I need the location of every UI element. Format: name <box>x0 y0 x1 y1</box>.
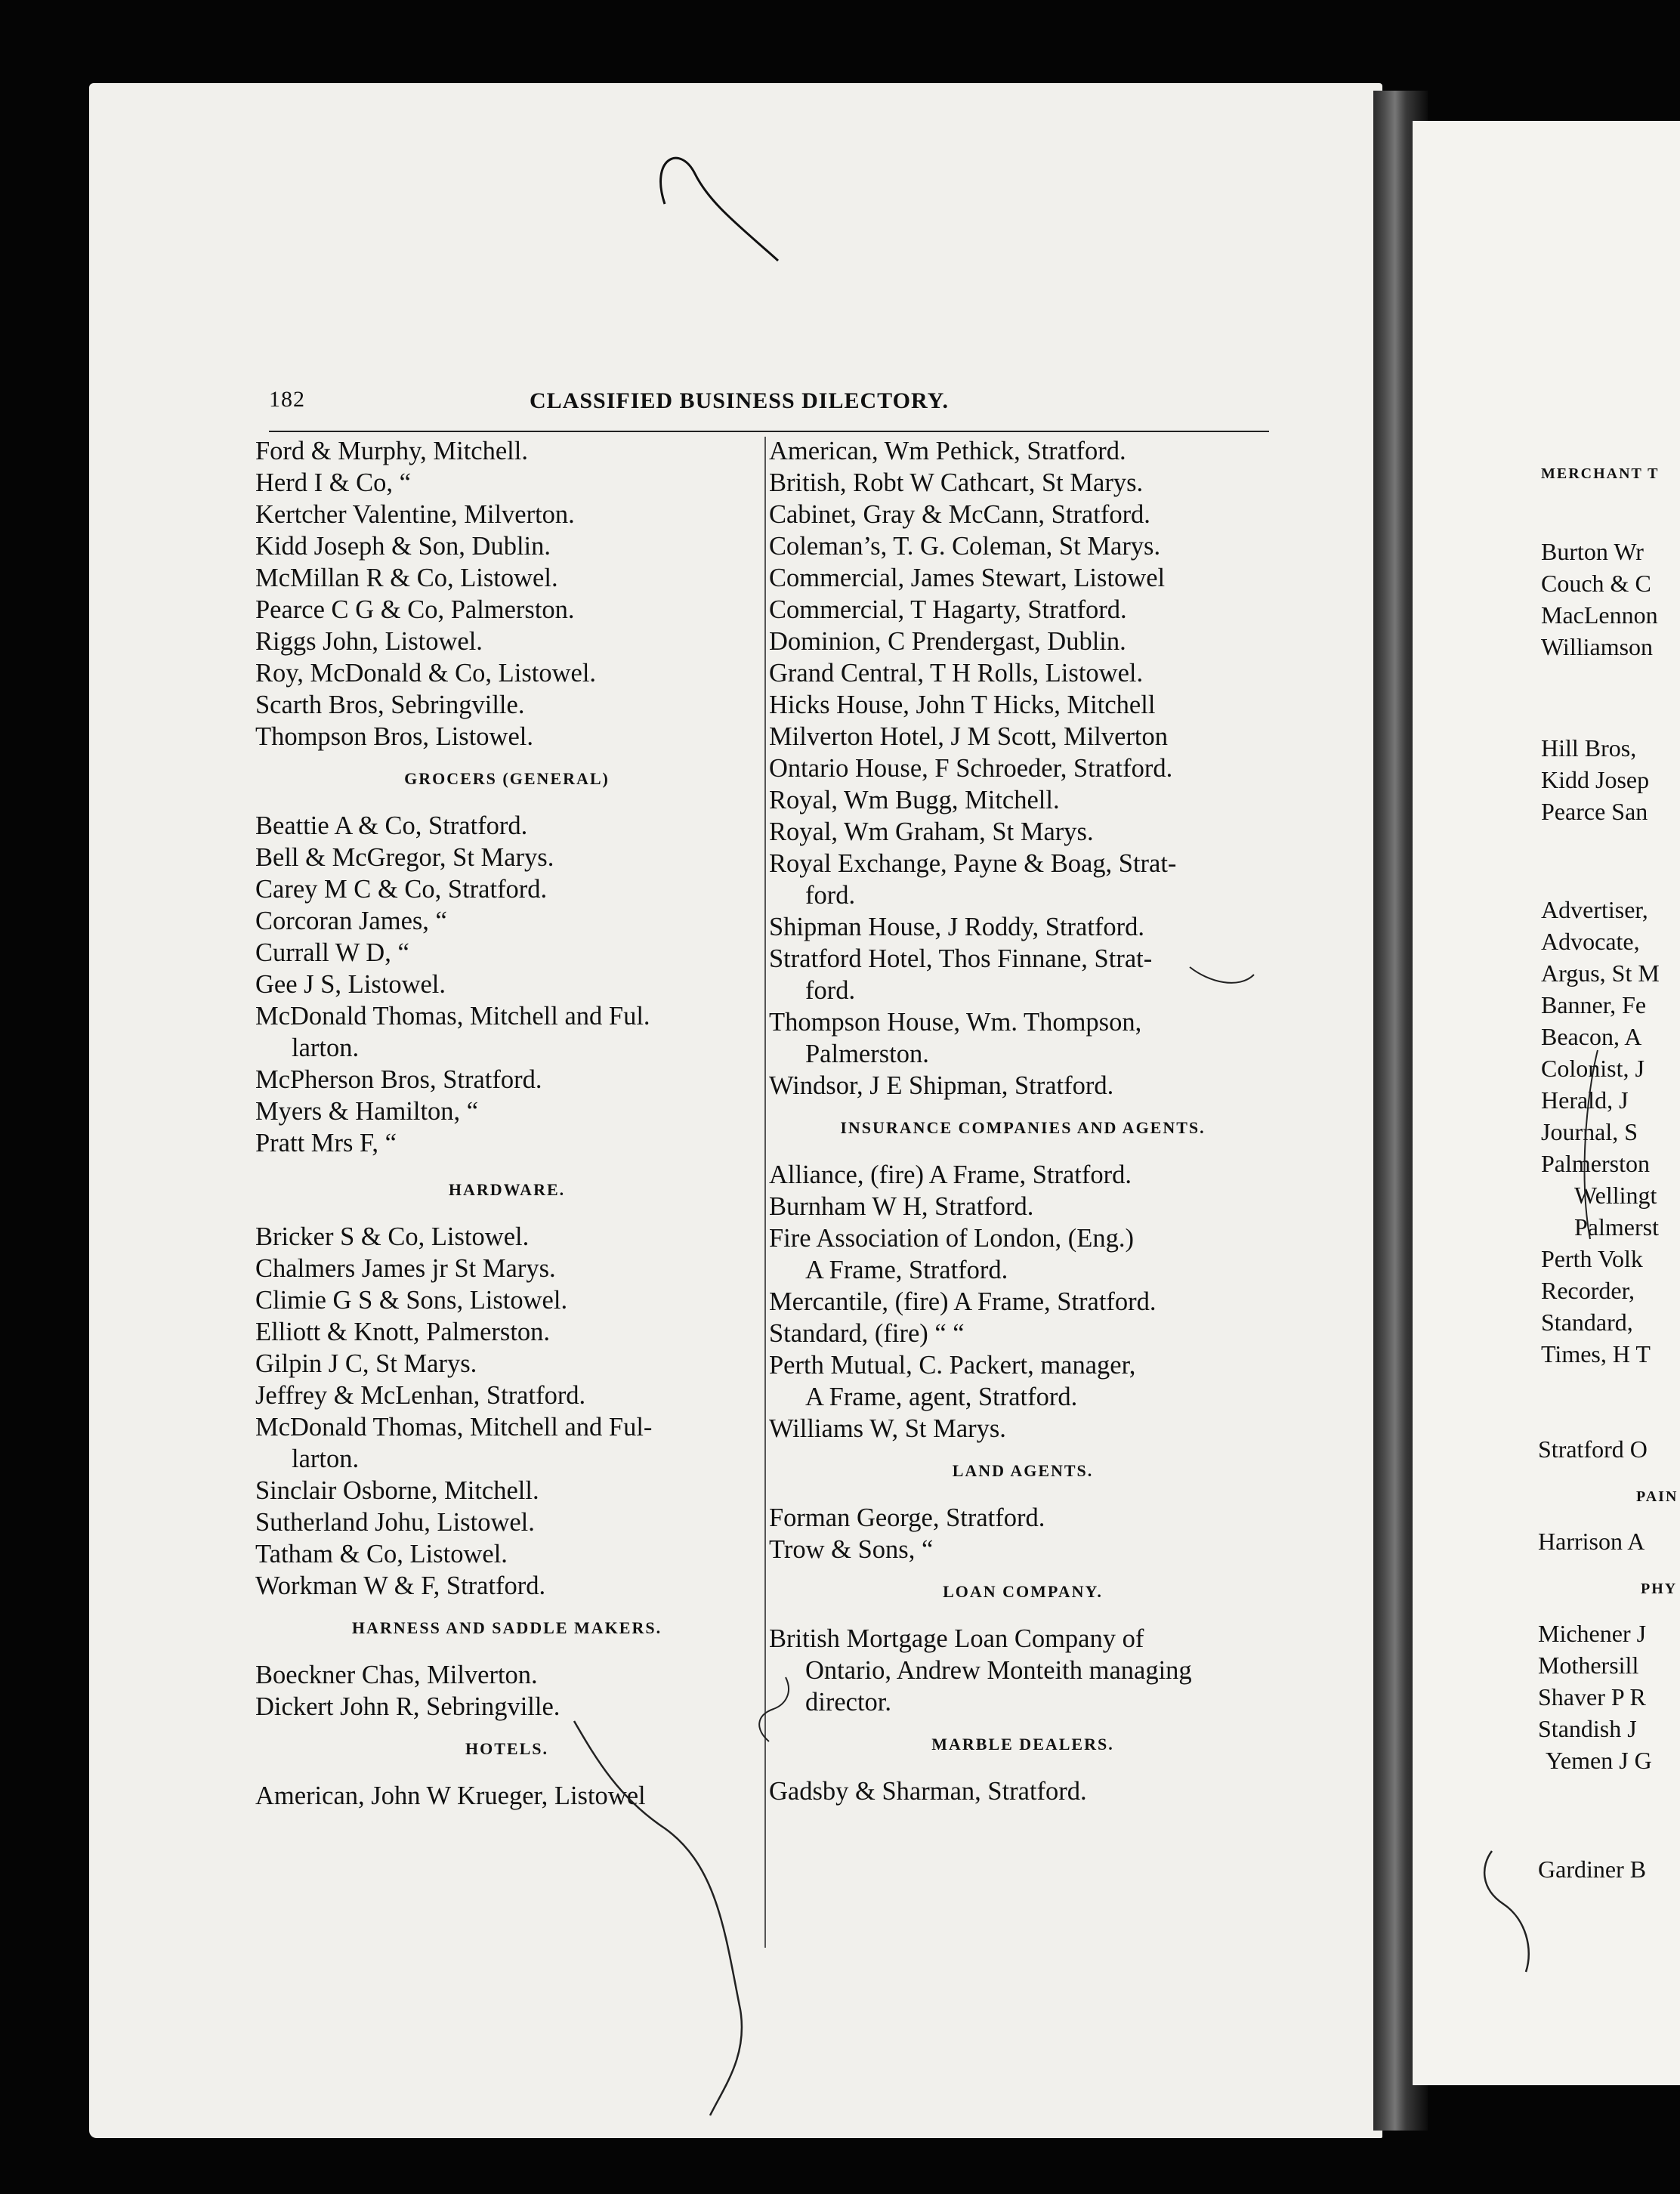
adjacent-line: Beacon, A <box>1541 1023 1642 1050</box>
list-item: Corcoran James, “ <box>255 907 447 935</box>
list-item: McMillan R & Co, Listowel. <box>255 564 558 592</box>
list-item-continuation: Ontario, Andrew Monteith managing <box>805 1656 1192 1685</box>
list-item: Workman W & F, Stratford. <box>255 1571 546 1600</box>
adjacent-line: Pearce San <box>1541 798 1648 825</box>
adjacent-line: Burton Wr <box>1541 538 1644 565</box>
list-item: Sutherland Johu, Listowel. <box>255 1508 535 1537</box>
list-item-continuation: A Frame, Stratford. <box>805 1256 1008 1284</box>
adjacent-line: Michener J <box>1538 1620 1647 1647</box>
list-item: Sinclair Osborne, Mitchell. <box>255 1476 539 1505</box>
adjacent-line: Williamson <box>1541 633 1654 660</box>
adjacent-line: Perth Volk <box>1541 1245 1643 1272</box>
list-item: Alliance, (fire) A Frame, Stratford. <box>769 1160 1132 1189</box>
adjacent-line: Gardiner B <box>1538 1856 1647 1883</box>
adjacent-subheading: PAIN <box>1636 1488 1678 1505</box>
list-item: Forman George, Stratford. <box>769 1503 1045 1532</box>
adjacent-line: Hill Bros, <box>1541 734 1637 762</box>
list-item: Pearce C G & Co, Palmerston. <box>255 595 575 624</box>
adjacent-line: Herald, J <box>1541 1086 1629 1114</box>
list-item: Perth Mutual, C. Packert, manager, <box>769 1351 1136 1380</box>
list-item: Thompson Bros, Listowel. <box>255 722 533 751</box>
list-item: Gilpin J C, St Marys. <box>255 1349 477 1378</box>
running-head <box>269 387 1274 422</box>
list-item-continuation: Palmerston. <box>805 1040 929 1068</box>
list-item: Scarth Bros, Sebringville. <box>255 691 525 719</box>
right-column <box>769 435 1277 1807</box>
list-item: Elliott & Knott, Palmerston. <box>255 1318 551 1346</box>
section-heading-hardware: HARDWARE. <box>448 1180 566 1199</box>
column-divider <box>764 437 766 1948</box>
adjacent-line: Wellingt <box>1574 1182 1657 1209</box>
list-item: American, Wm Pethick, Stratford. <box>769 437 1126 465</box>
list-item: Tatham & Co, Listowel. <box>255 1540 508 1568</box>
adjacent-line: Palmerst <box>1574 1213 1659 1241</box>
list-item-continuation: director. <box>805 1688 891 1717</box>
left-column <box>255 435 758 1812</box>
adjacent-heading: MERCHANT T <box>1541 465 1660 482</box>
section-heading-hotels: HOTELS. <box>465 1739 548 1758</box>
list-item: Kidd Joseph & Son, Dublin. <box>255 532 551 561</box>
page-number: 182 <box>269 387 305 412</box>
adjacent-subheading: PHY <box>1641 1581 1678 1597</box>
adjacent-line: Times, H T <box>1541 1340 1651 1367</box>
list-item-continuation: A Frame, agent, Stratford. <box>805 1383 1078 1411</box>
adjacent-line: Journal, S <box>1541 1118 1638 1145</box>
list-item: McDonald Thomas, Mitchell and Ful. <box>255 1002 650 1031</box>
list-item: Royal Exchange, Payne & Boag, Strat- <box>769 849 1177 878</box>
list-item: Herd I & Co, “ <box>255 468 411 497</box>
list-item: Burnham W H, Stratford. <box>769 1192 1034 1221</box>
adjacent-line: Couch & C <box>1541 570 1651 597</box>
adjacent-line: Recorder, <box>1541 1277 1635 1304</box>
list-item: Commercial, James Stewart, Listowel <box>769 564 1166 592</box>
list-item: Roy, McDonald & Co, Listowel. <box>255 659 597 688</box>
adjacent-line: Colonist, J <box>1541 1055 1644 1082</box>
adjacent-line: Advocate, <box>1541 928 1640 955</box>
list-item: Hicks House, John T Hicks, Mitchell <box>769 691 1156 719</box>
list-item: Commercial, T Hagarty, Stratford. <box>769 595 1127 624</box>
list-item: Myers & Hamilton, “ <box>255 1097 479 1126</box>
adjacent-line: Shaver P R <box>1538 1683 1646 1710</box>
list-item: Kertcher Valentine, Milverton. <box>255 500 575 529</box>
list-item: Milverton Hotel, J M Scott, Milverton <box>769 722 1169 751</box>
list-item: Fire Association of London, (Eng.) <box>769 1224 1134 1253</box>
list-item: Standard, (fire) “ “ <box>769 1319 965 1348</box>
list-item: Thompson House, Wm. Thompson, <box>769 1008 1142 1037</box>
list-item: Riggs John, Listowel. <box>255 627 483 656</box>
section-heading-marble-dealers: MARBLE DEALERS. <box>931 1735 1114 1754</box>
list-item: Trow & Sons, “ <box>769 1535 934 1564</box>
list-item: British Mortgage Loan Company of <box>769 1624 1144 1653</box>
list-item-continuation: larton. <box>292 1034 360 1062</box>
list-item: Coleman’s, T. G. Coleman, St Marys. <box>769 532 1161 561</box>
list-item: Beattie A & Co, Stratford. <box>255 811 528 840</box>
list-item: Royal, Wm Graham, St Marys. <box>769 817 1094 846</box>
list-item: McPherson Bros, Stratford. <box>255 1065 542 1094</box>
section-heading-loan-company: LOAN COMPANY. <box>943 1582 1103 1601</box>
list-item: Gee J S, Listowel. <box>255 970 446 999</box>
list-item: Dominion, C Prendergast, Dublin. <box>769 627 1126 656</box>
adjacent-line: Palmerston <box>1541 1150 1650 1177</box>
list-item-continuation: ford. <box>805 976 856 1005</box>
list-item: Boeckner Chas, Milverton. <box>255 1661 538 1689</box>
adjacent-line: Argus, St M <box>1541 959 1660 987</box>
list-item: Dickert John R, Sebringville. <box>255 1692 561 1721</box>
list-item: Bricker S & Co, Listowel. <box>255 1222 530 1251</box>
list-item: Carey M C & Co, Stratford. <box>255 875 548 904</box>
adjacent-line: Standish J <box>1538 1715 1637 1742</box>
section-heading-grocers: GROCERS (GENERAL) <box>404 769 610 788</box>
list-item: British, Robt W Cathcart, St Marys. <box>769 468 1144 497</box>
adjacent-line: Advertiser, <box>1541 896 1648 923</box>
adjacent-line: Standard, <box>1541 1309 1633 1336</box>
list-item: Stratford Hotel, Thos Finnane, Strat- <box>769 944 1153 973</box>
list-item: Shipman House, J Roddy, Stratford. <box>769 913 1145 941</box>
list-item: Grand Central, T H Rolls, Listowel. <box>769 659 1144 688</box>
list-item: McDonald Thomas, Mitchell and Ful- <box>255 1413 653 1442</box>
list-item: Climie G S & Sons, Listowel. <box>255 1286 568 1315</box>
adjacent-line: Kidd Josep <box>1541 766 1650 793</box>
adjacent-line: Yemen J G <box>1546 1747 1652 1774</box>
page-title: CLASSIFIED BUSINESS DILECTORY. <box>530 388 949 413</box>
list-item: Williams W, St Marys. <box>769 1414 1006 1443</box>
list-item: Ford & Murphy, Mitchell. <box>255 437 528 465</box>
list-item: Royal, Wm Bugg, Mitchell. <box>769 786 1060 814</box>
list-item: Cabinet, Gray & McCann, Stratford. <box>769 500 1150 529</box>
adjacent-line: Banner, Fe <box>1541 991 1647 1018</box>
adjacent-line: Mothersill <box>1538 1652 1639 1679</box>
list-item: Windsor, J E Shipman, Stratford. <box>769 1071 1114 1100</box>
list-item: Chalmers James jr St Marys. <box>255 1254 556 1283</box>
list-item: Gadsby & Sharman, Stratford. <box>769 1777 1087 1806</box>
section-heading-harness: HARNESS AND SADDLE MAKERS. <box>351 1618 662 1637</box>
list-item: American, John W Krueger, Listowel <box>255 1781 646 1810</box>
list-item: Jeffrey & McLenhan, Stratford. <box>255 1381 586 1410</box>
list-item: Mercantile, (fire) A Frame, Stratford. <box>769 1287 1157 1316</box>
list-item-continuation: larton. <box>292 1445 360 1473</box>
section-heading-insurance: INSURANCE COMPANIES AND AGENTS. <box>840 1118 1206 1137</box>
adjacent-line: Harrison A <box>1538 1528 1645 1555</box>
list-item-continuation: ford. <box>805 881 856 910</box>
header-rule <box>269 431 1269 432</box>
adjacent-page <box>1413 121 1680 2085</box>
adjacent-line: MacLennon <box>1541 601 1658 629</box>
list-item: Pratt Mrs F, “ <box>255 1129 397 1157</box>
list-item: Bell & McGregor, St Marys. <box>255 843 554 872</box>
list-item: Ontario House, F Schroeder, Stratford. <box>769 754 1173 783</box>
section-heading-land-agents: LAND AGENTS. <box>952 1461 1094 1480</box>
list-item: Currall W D, “ <box>255 938 409 967</box>
adjacent-line: Stratford O <box>1538 1435 1648 1463</box>
